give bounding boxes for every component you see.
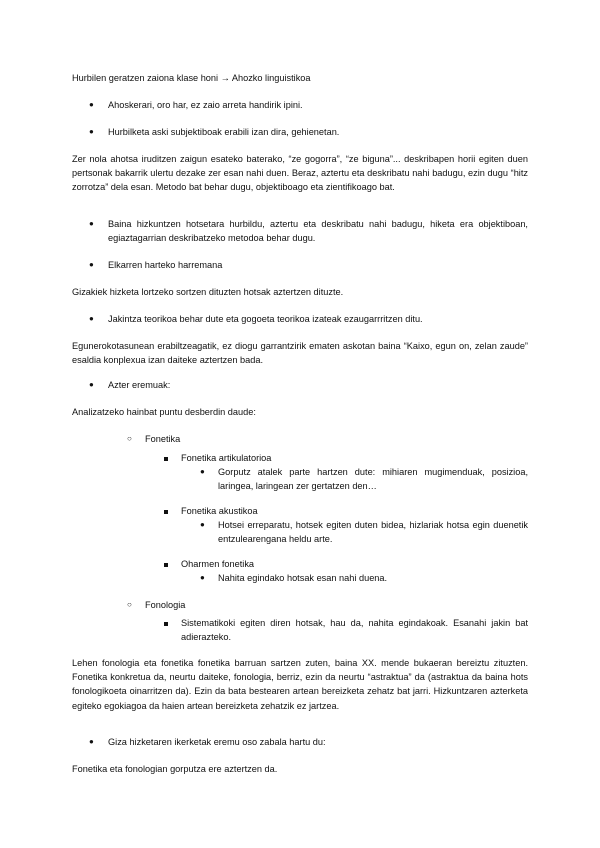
- list-item-fonologia: Fonologia: [145, 600, 186, 610]
- bullet-icon: ●: [89, 127, 94, 136]
- bullet-icon: ●: [89, 737, 94, 746]
- bullet-text: Jakintza teorikoa behar dute eta gogoeta teorikoa izateak ezaugarrritzen ditu.: [108, 314, 423, 324]
- list-item-fonetika: Fonetika: [145, 434, 181, 444]
- square-bullet-icon: [164, 563, 168, 567]
- bullet-icon: ●: [89, 260, 94, 269]
- list-item-desc: Sistematikoki egiten diren hotsak, hau da, nahita egindakoak. Esanahi jakin bat adierazteko.: [181, 618, 528, 643]
- intro-line: Hurbilen geratzen zaiona klase honi → Ahozko linguistikoa: [72, 73, 311, 83]
- paragraph: Lehen fonologia eta fonetika fonetika barruan sartzen zuten, baina XX. mende bukaeran bereiztu zituzten. Fonetika konkretua da, neurtu daiteke, fonologia, berriz, ezin da neurtu “astraktua” da (astraktua da baina hots fonologikoeta oinarritzen da). Ezin da bata bestearen artean bereizketa zehatz bat jarri. Hizkuntzaren azterketa egiteko egokiagoa da haien artean bereizketa zehatzik ez jartzea.: [72, 658, 528, 711]
- square-bullet-icon: [164, 622, 168, 626]
- circle-bullet-icon: ○: [127, 434, 132, 443]
- bullet-text: Giza hizketaren ikerketak eremu oso zabala hartu du:: [108, 737, 326, 747]
- bullet-text: Azter eremuak:: [108, 380, 171, 390]
- list-item-desc: Gorputz atalek parte hartzen dute: mihiaren mugimenduak, posizioa, laringea, laringean zer gertatzen den…: [218, 467, 528, 492]
- circle-bullet-icon: ○: [127, 600, 132, 609]
- bullet-text: Elkarren harteko harremana: [108, 260, 223, 270]
- list-item-desc: Hotsei erreparatu, hotsek egiten duten bidea, hizlariak hotsa egin duenetik entzulearengana heldu arte.: [218, 520, 528, 545]
- square-bullet-icon: [164, 457, 168, 461]
- bullet-icon: ●: [89, 314, 94, 323]
- bullet-icon: ●: [89, 380, 94, 389]
- bullet-text: Baina hizkuntzen hotsetara hurbildu, aztertu eta deskribatu nahi badugu, hiketa era objektiboan, egiaztagarrian deskribatzeko metodoa behar dugu.: [108, 219, 528, 244]
- paragraph: Fonetika eta fonologian gorputza ere aztertzen da.: [72, 764, 278, 774]
- bullet-text: Ahoskerari, oro har, ez zaio arreta handirik ipini.: [108, 100, 303, 110]
- bullet-icon: ●: [89, 100, 94, 109]
- square-bullet-icon: [164, 510, 168, 514]
- bullet-icon: ●: [200, 520, 205, 529]
- list-item-desc: Nahita egindako hotsak esan nahi duena.: [218, 573, 388, 583]
- list-item-oharmen-fonetika: Oharmen fonetika: [181, 559, 255, 569]
- paragraph: Egunerokotasunean erabiltzeagatik, ez diogu garrantzirik ematen askotan baina “Kaixo, egun on, zelan zaude” esaldia konplexua izan daiteke aztertzen bada.: [72, 341, 528, 366]
- paragraph: Zer nola ahotsa iruditzen zaigun esateko baterako, “ze gogorra”, “ze biguna”... deskribapen horii egiten duen pertsonak bakarrik ulertu dezake zer esan nahi duen. Beraz, aztertu eta deskribatu nahi badugu, ezin dugu “hitz zorrotza” dela esan. Metodo bat behar dugu, objektiboago eta zientifikoago bat.: [72, 154, 528, 193]
- bullet-icon: ●: [200, 467, 205, 476]
- bullet-icon: ●: [89, 219, 94, 228]
- paragraph: Gizakiek hizketa lortzeko sortzen dituzten hotsak aztertzen dituzte.: [72, 287, 344, 297]
- bullet-icon: ●: [200, 573, 205, 582]
- list-item-fonetika-akustikoa: Fonetika akustikoa: [181, 506, 258, 516]
- paragraph: Analizatzeko hainbat puntu desberdin daude:: [72, 407, 256, 417]
- list-item-fonetika-artikulatorioa: Fonetika artikulatorioa: [181, 453, 272, 463]
- bullet-text: Hurbilketa aski subjektiboak erabili izan dira, gehienetan.: [108, 127, 340, 137]
